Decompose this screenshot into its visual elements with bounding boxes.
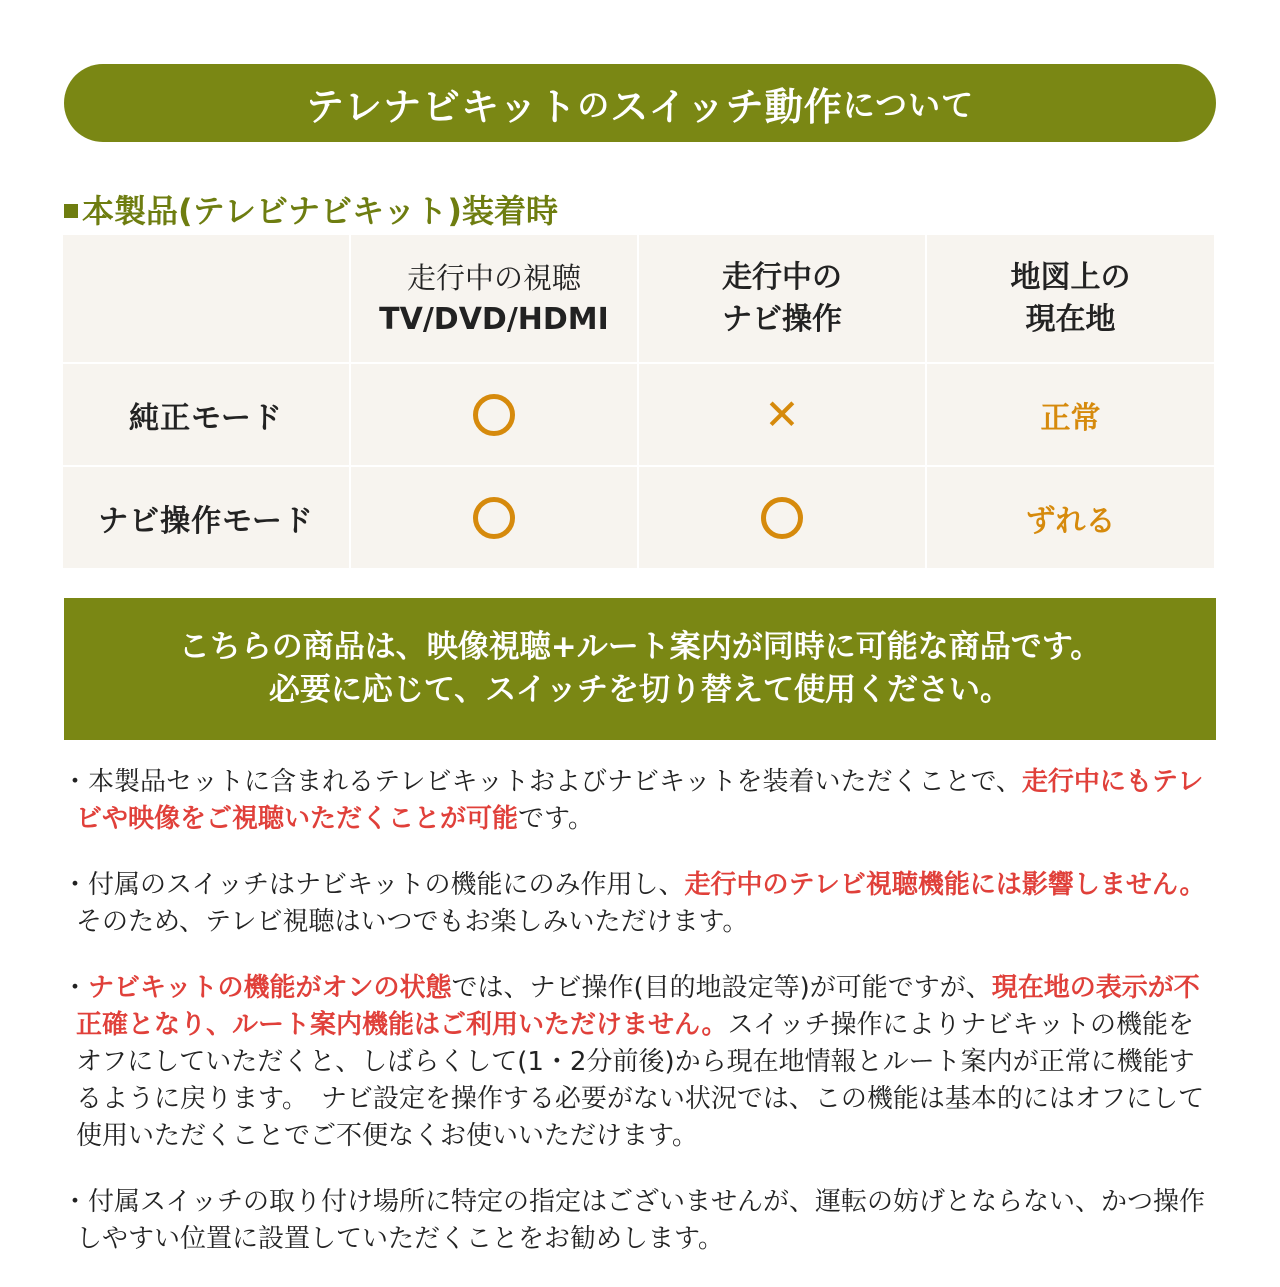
- header-banner: [64, 64, 1216, 142]
- banner-title-part1: テレナビキット: [305, 84, 578, 129]
- circle-icon: [473, 394, 515, 436]
- note-text: ・本製品セットに含まれるテレビキットおよびナビキットを装着いただくことで、: [62, 767, 1022, 797]
- square-bullet-icon: [64, 204, 78, 218]
- row-label-genuine-mode: 純正モード: [63, 363, 350, 466]
- header-navi-line2: ナビ操作: [722, 301, 842, 337]
- note-item: [62, 970, 1220, 1155]
- banner-title-part2: の: [577, 86, 611, 124]
- note-item: [62, 1184, 1220, 1258]
- section-title: [64, 186, 558, 232]
- note-highlight: ナビキットの機能がオンの状態: [88, 973, 452, 1003]
- header-navi-operation: [638, 235, 926, 363]
- cell-navi-mode-tv: [350, 466, 638, 569]
- header-tv-line1: 走行中の視聴: [406, 260, 581, 295]
- header-navi-line1: 走行中の: [722, 259, 842, 295]
- header-position-line1: 地図上の: [1010, 259, 1131, 295]
- table-row: [63, 363, 1215, 466]
- header-tv-line2: TV/DVD/HDMI: [379, 301, 609, 337]
- cell-navi-mode-navi: [638, 466, 926, 569]
- cell-genuine-tv: [350, 363, 638, 466]
- note-item: [62, 764, 1220, 838]
- note-highlight: 走行中のテレビ視聴機能には影響しません。: [684, 870, 1206, 900]
- cross-icon: ✕: [764, 389, 800, 439]
- note-text: スイッチ操作によりナビキットの機能をオフにしていただくと、しばらくして(1・2分前後)から現在地情報とルート案内が正常に機能するように戻ります。 ナビ設定を操作する必要がない状況では、この機能は基本的にはオフにして使用いただくことでご不便なくお使いいただけます。: [76, 1010, 1205, 1151]
- note-text: ・付属スイッチの取り付け場所に特定の指定はございませんが、運転の妨げとならない、かつ操作しやすい位置に設置していただくことをお勧めします。: [62, 1187, 1205, 1254]
- note-bullet: ・: [62, 973, 89, 1003]
- header-current-position: [926, 235, 1215, 363]
- note-text: です。: [518, 804, 594, 834]
- note-item: [62, 867, 1220, 941]
- circle-icon: [761, 497, 803, 539]
- table-header-row: [63, 235, 1215, 363]
- notes-list: [62, 764, 1220, 1287]
- section-title-text: 本製品(テレビナビキット)装着時: [82, 192, 558, 230]
- table-row: [63, 466, 1215, 569]
- comparison-table: [63, 235, 1216, 570]
- row-label-navi-mode: ナビ操作モード: [63, 466, 350, 569]
- notice-box: [64, 598, 1216, 740]
- note-text: では、ナビ操作(目的地設定等)が可能ですが、: [451, 973, 992, 1003]
- note-text: そのため、テレビ視聴はいつでもお楽しみいただけます。: [76, 907, 749, 937]
- note-highlight: 現在地の表示が不正確となり、ルート案内機能はご利用いただけません。: [76, 973, 1200, 1040]
- circle-icon: [473, 497, 515, 539]
- notice-line2: 必要に応じて、スイッチを切り替えて使用ください。: [268, 672, 1012, 708]
- header-tv-viewing: [350, 235, 638, 363]
- cell-genuine-navi: [638, 363, 926, 466]
- note-text: ・付属のスイッチはナビキットの機能にのみ作用し、: [62, 870, 685, 900]
- banner-title-part4: について: [842, 86, 975, 124]
- table-corner-cell: [63, 235, 350, 363]
- notice-line1: こちらの商品は、映像視聴+ルート案内が同時に可能な商品です。: [178, 629, 1102, 665]
- cell-genuine-position: 正常: [926, 363, 1215, 466]
- cell-navi-mode-position: ずれる: [926, 466, 1215, 569]
- note-highlight: 走行中にもテレビや映像をご視聴いただくことが可能: [76, 767, 1204, 834]
- banner-title-part3: スイッチ動作: [610, 84, 843, 129]
- header-position-line2: 現在地: [1025, 301, 1116, 337]
